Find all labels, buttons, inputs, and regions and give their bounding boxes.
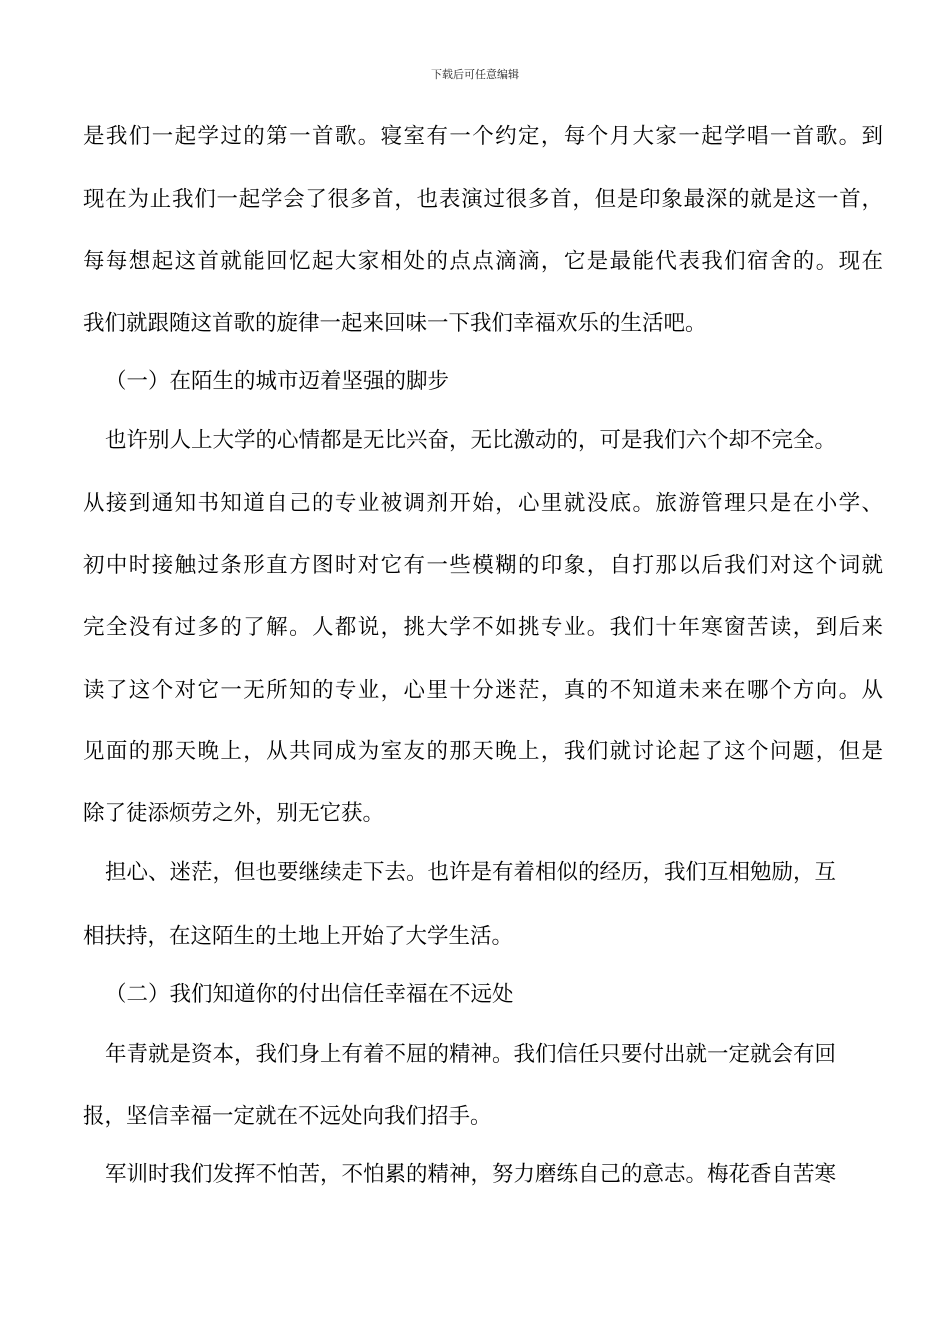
paragraph-line: 是我们一起学过的第一首歌。寝室有一个约定，每个月大家一起学唱一首歌。到	[83, 124, 883, 149]
section-heading: （一）在陌生的城市迈着坚强的脚步	[105, 369, 450, 394]
paragraph-line: 读了这个对它一无所知的专业，心里十分迷茫，真的不知道未来在哪个方向。从	[83, 678, 883, 703]
paragraph-line: 我们就跟随这首歌的旋律一起来回味一下我们幸福欢乐的生活吧。	[83, 311, 707, 336]
section-heading: （二）我们知道你的付出信任幸福在不远处	[105, 982, 514, 1007]
paragraph-line: 军训时我们发挥不怕苦，不怕累的精神，努力磨练自己的意志。梅花香自苦寒	[105, 1162, 837, 1187]
paragraph-line: 除了徒添烦劳之外，别无它获。	[83, 801, 385, 826]
paragraph-line: 担心、迷茫，但也要继续走下去。也许是有着相似的经历，我们互相勉励，互	[105, 860, 837, 885]
paragraph-line: 完全没有过多的了解。人都说，挑大学不如挑专业。我们十年寒窗苦读，到后来	[83, 615, 883, 640]
paragraph-line: 相扶持，在这陌生的土地上开始了大学生活。	[83, 924, 514, 949]
paragraph-line: 报，坚信幸福一定就在不远处向我们招手。	[83, 1104, 492, 1129]
paragraph-line: 见面的那天晚上，从共同成为室友的那天晚上，我们就讨论起了这个问题，但是	[83, 739, 883, 764]
page-header-note: 下载后可任意编辑	[431, 68, 519, 81]
paragraph-line: 年青就是资本，我们身上有着不屈的精神。我们信任只要付出就一定就会有回	[105, 1042, 837, 1067]
paragraph-line: 现在为止我们一起学会了很多首，也表演过很多首，但是印象最深的就是这一首，	[83, 187, 883, 212]
paragraph-line: 初中时接触过条形直方图时对它有一些模糊的印象，自打那以后我们对这个词就	[83, 553, 883, 578]
paragraph-line: 也许别人上大学的心情都是无比兴奋，无比激动的，可是我们六个却不完全。	[105, 428, 837, 453]
paragraph-line: 每每想起这首就能回忆起大家相处的点点滴滴，它是最能代表我们宿舍的。现在	[83, 249, 883, 274]
paragraph-line: 从接到通知书知道自己的专业被调剂开始，心里就没底。旅游管理只是在小学、	[83, 491, 883, 516]
